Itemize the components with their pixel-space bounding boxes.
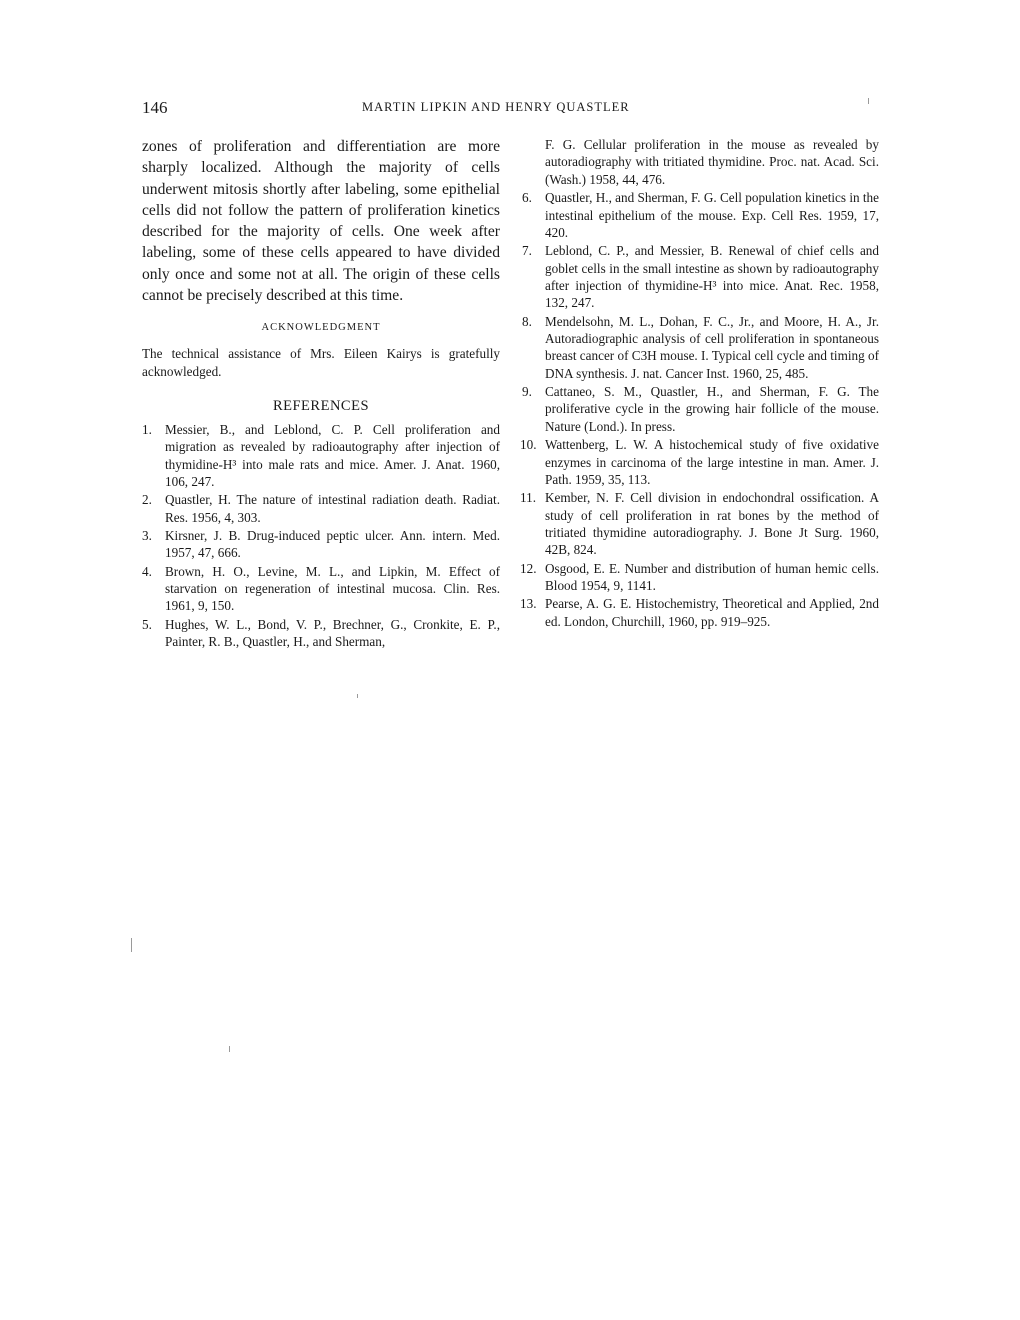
reference-item xyxy=(142,421,500,491)
acknowledgment-text: The technical assistance of Mrs. Eileen Kairys is gratefully acknowledged. xyxy=(142,346,500,379)
scan-speck xyxy=(131,938,132,952)
reference-text: Quastler, H., and Sherman, F. G. Cell population kinetics in the intestinal epithelium of the mouse. Exp. Cell Res. 1959, 17, 420. xyxy=(545,190,879,241)
references-heading: REFERENCES xyxy=(272,397,370,414)
reference-number: 2. xyxy=(142,492,152,508)
reference-number: 1. xyxy=(142,421,152,437)
reference-text: Osgood, E. E. Number and distribution of human hemic cells. Blood 1954, 9, 1141. xyxy=(545,560,879,593)
reference-continuation: F. G. Cellular proliferation in the mouse as revealed by autoradiography with tritiated thymidine. Proc. nat. Acad. Sci. (Wash.) 1958, 44, 476. xyxy=(545,137,879,187)
right-column xyxy=(522,136,879,631)
scan-speck xyxy=(229,1046,230,1052)
reference-item xyxy=(142,527,500,562)
reference-item xyxy=(522,489,879,559)
reference-text: Brown, H. O., Levine, M. L., and Lipkin, M. Effect of starvation on regeneration of intestinal mucosa. Clin. Res. 1961, 9, 150. xyxy=(165,563,500,614)
scan-speck xyxy=(868,98,869,104)
scan-speck xyxy=(357,694,358,698)
reference-text: Kirsner, J. B. Drug-induced peptic ulcer. Ann. intern. Med. 1957, 47, 666. xyxy=(165,528,500,561)
reference-number: 13. xyxy=(520,596,537,612)
acknowledgment-heading: ACKNOWLEDGMENT xyxy=(261,322,381,334)
reference-text: Pearse, A. G. E. Histochemistry, Theoretical and Applied, 2nd ed. London, Churchill, 1960, pp. 919–925. xyxy=(545,596,879,629)
reference-text: Leblond, C. P., and Messier, B. Renewal of chief cells and goblet cells in the small intestine as shown by radioautography after injection of thymidine-H³ into mice. Anat. Rec. 1958, 132, 247. xyxy=(545,243,879,311)
running-head: MARTIN LIPKIN AND HENRY QUASTLER xyxy=(362,100,630,114)
reference-item xyxy=(522,595,879,630)
reference-text: Messier, B., and Leblond, C. P. Cell proliferation and migration as revealed by radioautography after injection of thymidine-H³ into male rats and mice. Amer. J. Anat. 1960, 106, 247. xyxy=(165,421,500,490)
reference-item xyxy=(522,383,879,435)
reference-text: Quastler, H. The nature of intestinal radiation death. Radiat. Res. 1956, 4, 303. xyxy=(165,492,500,525)
reference-list-left xyxy=(142,421,500,650)
reference-item xyxy=(142,491,500,526)
reference-item xyxy=(522,242,879,312)
reference-text: Cattaneo, S. M., Quastler, H., and Sherman, F. G. The proliferative cycle in the growing hair follicle of the mouse. Nature (Lond.). In press. xyxy=(545,384,879,434)
reference-text: Hughes, W. L., Bond, V. P., Brechner, G., Cronkite, E. P., Painter, R. B., Quastler, H., and Sherman, xyxy=(165,616,500,650)
reference-text: Mendelsohn, M. L., Dohan, F. C., Jr., and Moore, H. A., Jr. Autoradiographic analysis of cell proliferation in spontaneous breast cancer of C3H mouse. I. Typical cell cycle and timing of DNA synthesis. J. nat. Cancer Inst. 1960, 25, 485. xyxy=(545,313,879,381)
reference-item xyxy=(522,189,879,241)
reference-list-right xyxy=(522,189,879,630)
reference-number: 10. xyxy=(520,437,537,453)
reference-number: 4. xyxy=(142,563,152,579)
reference-text: Wattenberg, L. W. A histochemical study of five oxidative enzymes in carcinoma of the large intestine in man. Amer. J. Path. 1959, 35, 113. xyxy=(545,437,879,487)
reference-number: 6. xyxy=(522,190,532,206)
reference-number: 9. xyxy=(522,384,532,400)
body-paragraph: zones of proliferation and differentiation are more sharply localized. Although the majority of cells underwent mitosis shortly after labeling, some epithelial cells did not follow the pattern of proliferation kinetics described for the majority of cells. One week after labeling, some of these cells appeared to have divided only once and some not at all. The origin of these cells cannot be precisely described at this time. xyxy=(142,138,500,305)
reference-item xyxy=(522,436,879,488)
reference-number: 8. xyxy=(522,313,532,329)
page-number: 146 xyxy=(142,98,168,117)
left-column xyxy=(142,136,500,651)
reference-number: 11. xyxy=(520,490,536,506)
reference-number: 7. xyxy=(522,243,532,259)
reference-item xyxy=(522,560,879,595)
reference-number: 5. xyxy=(142,616,152,632)
reference-text: Kember, N. F. Cell division in endochondral ossification. A study of cell proliferation in rat bones by the method of tritiated thymidine autoradiography. J. Bone Jt Surg. 1960, 42B, 824. xyxy=(545,490,879,558)
reference-item xyxy=(142,563,500,615)
reference-number: 12. xyxy=(520,560,537,576)
reference-item xyxy=(522,313,879,383)
reference-item xyxy=(142,616,500,651)
reference-number: 3. xyxy=(142,528,152,543)
